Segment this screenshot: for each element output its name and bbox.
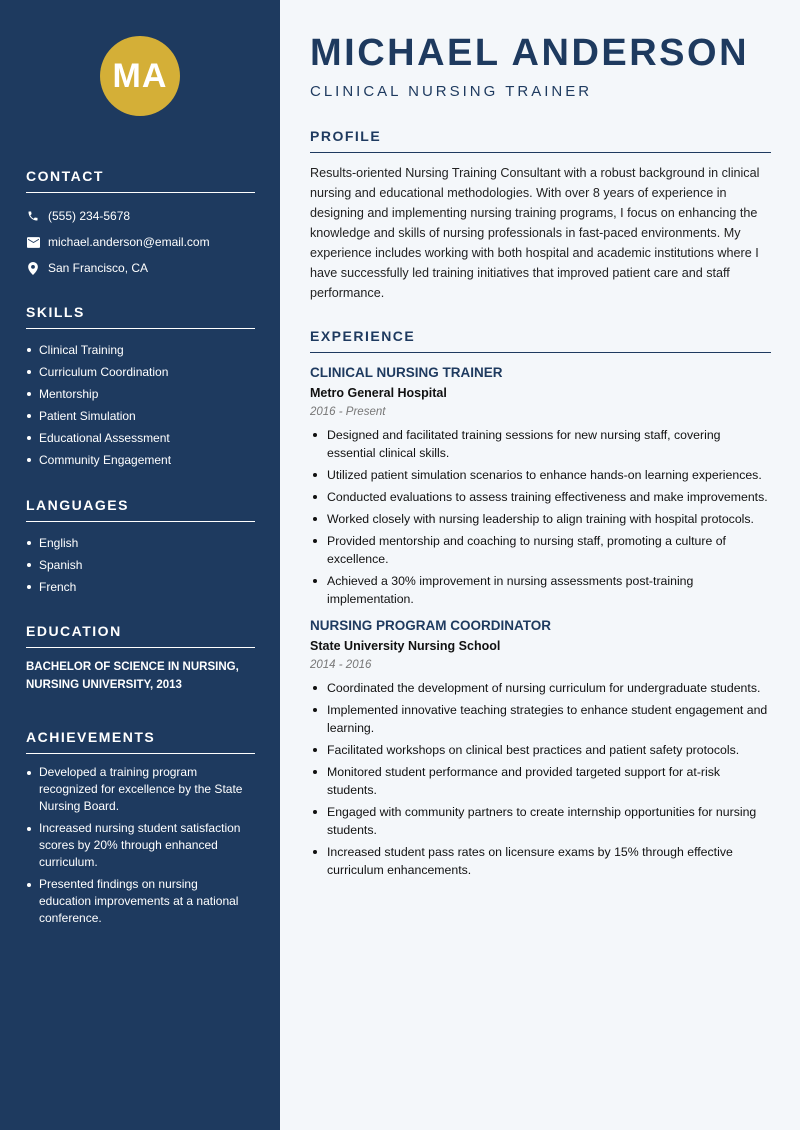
- phone-text: (555) 234-5678: [48, 209, 131, 223]
- profile-heading: PROFILE: [310, 128, 771, 153]
- language-item: Spanish: [26, 554, 255, 576]
- experience-bullet: Worked closely with nursing leadership to align training with hospital protocols.: [310, 510, 771, 528]
- skill-item: Clinical Training: [26, 339, 255, 361]
- languages-section: [26, 497, 255, 598]
- profile-text: Results-oriented Nursing Training Consultant with a robust background in clinical nursing and educational methodologies. With over 8 years of experience in designing and implementing nursing training programs, I focus on enhancing the knowledge and skills of nursing professionals in fast-paced environments. My experience includes working with both hospital and academic institutions where I have successfully led training initiatives that improved patient care and staff performance.: [310, 166, 760, 300]
- experience-bullet: Engaged with community partners to create internship opportunities for nursing students.: [310, 803, 771, 839]
- achievement-item: Increased nursing student satisfaction scores by 20% through enhanced curriculum.: [26, 820, 245, 871]
- experience-bullet: Designed and facilitated training sessions for new nursing staff, covering essential clinical skills.: [310, 426, 771, 462]
- experience-bullet: Achieved a 30% improvement in nursing assessments post-training implementation.: [310, 572, 771, 608]
- experience-bullet: Conducted evaluations to assess training effectiveness and make improvements.: [310, 488, 771, 506]
- skills-list: [26, 339, 255, 471]
- education-degree: BACHELOR OF SCIENCE IN NURSING,: [26, 661, 239, 673]
- experience-bullet: Monitored student performance and provided targeted support for at-risk students.: [310, 763, 771, 799]
- achievement-item: Developed a training program recognized for excellence by the State Nursing Board.: [26, 764, 245, 815]
- contact-phone[interactable]: [26, 203, 255, 229]
- skill-item: Mentorship: [26, 383, 255, 405]
- skills-section: [26, 304, 255, 471]
- phone-icon: [26, 209, 40, 223]
- experience-bullet: Implemented innovative teaching strategies to enhance student engagement and learning.: [310, 701, 771, 737]
- avatar-initials: MA: [100, 36, 180, 116]
- experience-job-title: CLINICAL NURSING TRAINER: [310, 365, 503, 380]
- experience-entry: [310, 618, 771, 879]
- mail-icon: [26, 235, 40, 249]
- experience-heading: EXPERIENCE: [310, 328, 771, 353]
- achievements-heading: ACHIEVEMENTS: [26, 729, 255, 754]
- profile-section: [310, 128, 771, 303]
- experience-bullet: Utilized patient simulation scenarios to enhance hands-on learning experiences.: [310, 466, 771, 484]
- experience-bullet: Increased student pass rates on licensure exams by 15% through effective curriculum enhancements.: [310, 843, 771, 879]
- experience-bullet: Facilitated workshops on clinical best practices and patient safety protocols.: [310, 741, 771, 759]
- person-name: MICHAEL ANDERSON: [310, 32, 750, 74]
- skill-item: Patient Simulation: [26, 405, 255, 427]
- location-text: San Francisco, CA: [48, 261, 149, 275]
- education-section: [26, 623, 255, 694]
- experience-entry: [310, 365, 771, 608]
- contact-section: [26, 168, 255, 281]
- experience-section: [310, 328, 771, 883]
- experience-bullets: [310, 426, 771, 608]
- contact-location: [26, 255, 255, 281]
- experience-bullet: Provided mentorship and coaching to nursing staff, promoting a culture of excellence.: [310, 532, 771, 568]
- experience-job-title: NURSING PROGRAM COORDINATOR: [310, 618, 552, 633]
- contact-email[interactable]: [26, 229, 255, 255]
- skill-item: Educational Assessment: [26, 427, 255, 449]
- achievements-section: [26, 729, 255, 932]
- education-school: NURSING UNIVERSITY, 2013: [26, 679, 182, 691]
- languages-list: [26, 532, 255, 598]
- achievements-list: [26, 764, 255, 927]
- sidebar: [0, 0, 280, 1130]
- experience-dates: 2016 - Present: [310, 406, 386, 418]
- skill-item: Curriculum Coordination: [26, 361, 255, 383]
- experience-bullets: [310, 679, 771, 879]
- skills-heading: SKILLS: [26, 304, 255, 329]
- language-item: English: [26, 532, 255, 554]
- contact-heading: CONTACT: [26, 168, 255, 193]
- skill-item: Community Engagement: [26, 449, 255, 471]
- job-title-header: CLINICAL NURSING TRAINER: [310, 83, 593, 100]
- experience-company: State University Nursing School: [310, 639, 501, 653]
- experience-bullet: Coordinated the development of nursing curriculum for undergraduate students.: [310, 679, 771, 697]
- experience-dates: 2014 - 2016: [310, 659, 372, 671]
- languages-heading: LANGUAGES: [26, 497, 255, 522]
- location-pin-icon: [26, 261, 40, 275]
- achievement-item: Presented findings on nursing education improvements at a national conference.: [26, 876, 245, 927]
- education-heading: EDUCATION: [26, 623, 255, 648]
- experience-company: Metro General Hospital: [310, 386, 447, 400]
- email-text: michael.anderson@email.com: [48, 235, 210, 249]
- language-item: French: [26, 576, 255, 598]
